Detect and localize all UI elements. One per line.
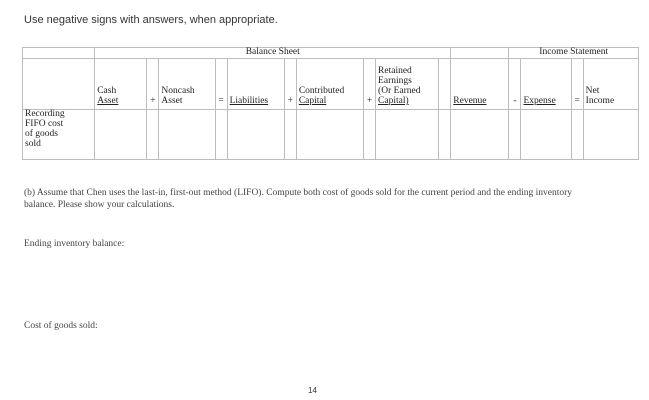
cash-header-line1: Cash <box>97 86 117 97</box>
row-label-line2: FIFO cost <box>25 118 64 129</box>
contributed-header-line1: Contributed <box>298 86 345 97</box>
revenue-label: Revenue <box>453 96 487 106</box>
row-label-line1: Recording <box>25 108 65 119</box>
contributed-capital-input[interactable] <box>296 109 363 159</box>
blank-label-cell <box>23 58 95 109</box>
re-header-line2: Earnings <box>378 76 412 87</box>
revenue-header <box>451 58 509 109</box>
cost-of-goods-sold-label: Cost of goods sold: <box>24 321 98 331</box>
re-header-line1: Retained <box>378 66 412 77</box>
operator-spacer <box>509 109 521 159</box>
balance-sheet-header: Balance Sheet <box>95 48 451 59</box>
noncash-asset-header <box>159 58 215 109</box>
operator-spacer <box>284 109 296 159</box>
re-header-line3: (Or Earned <box>378 86 421 97</box>
divider-cell <box>451 48 509 59</box>
noncash-header-line1: Noncash <box>161 86 195 97</box>
liabilities-header <box>227 58 284 109</box>
cash-header-line2: Asset <box>97 96 119 106</box>
noncash-header-line2: Asset <box>161 96 183 106</box>
ending-inventory-label: Ending inventory balance: <box>24 239 125 249</box>
expense-input[interactable] <box>521 109 571 159</box>
financial-statement-effects-table <box>22 47 639 160</box>
instruction-text: Use negative signs with answers, when appropriate. <box>24 14 278 26</box>
operator-spacer <box>571 109 583 159</box>
operator-spacer <box>215 109 227 159</box>
equals-operator: = <box>215 58 227 109</box>
page-number: 14 <box>308 386 317 395</box>
expense-label: Expense <box>523 96 556 106</box>
plus-operator: + <box>147 58 159 109</box>
divider-cell <box>439 58 451 109</box>
cash-asset-header <box>95 58 147 109</box>
row-label-line4: sold <box>25 138 41 149</box>
blank-corner-cell <box>23 48 95 59</box>
income-statement-header: Income Statement <box>509 48 639 59</box>
noncash-asset-input[interactable] <box>159 109 215 159</box>
retained-earnings-input[interactable] <box>376 109 439 159</box>
liabilities-label: Liabilities <box>229 96 269 106</box>
plus-operator: + <box>284 58 296 109</box>
part-b-question: (b) Assume that Chen uses the last-in, first-out method (LIFO). Compute both cost of goods sold for the current period and the ending inventory balance. Please show your calculations. <box>24 188 572 210</box>
net-header-line2: Income <box>585 96 615 106</box>
operator-spacer <box>364 109 376 159</box>
row-label-fifo-cogs <box>23 109 95 159</box>
minus-operator: - <box>509 58 521 109</box>
contributed-capital-header <box>296 58 363 109</box>
revenue-input[interactable] <box>451 109 509 159</box>
net-income-header <box>583 58 638 109</box>
net-income-input[interactable] <box>583 109 638 159</box>
operator-spacer <box>147 109 159 159</box>
expense-header <box>521 58 571 109</box>
divider-cell <box>439 109 451 159</box>
equals-operator: = <box>571 58 583 109</box>
plus-operator: + <box>364 58 376 109</box>
net-header-line1: Net <box>585 86 600 97</box>
cash-asset-input[interactable] <box>95 109 147 159</box>
row-label-line3: of goods <box>25 128 58 139</box>
re-header-line4: Capital) <box>378 96 409 106</box>
contributed-header-line2: Capital <box>298 96 327 106</box>
liabilities-input[interactable] <box>227 109 284 159</box>
retained-earnings-header <box>376 58 439 109</box>
